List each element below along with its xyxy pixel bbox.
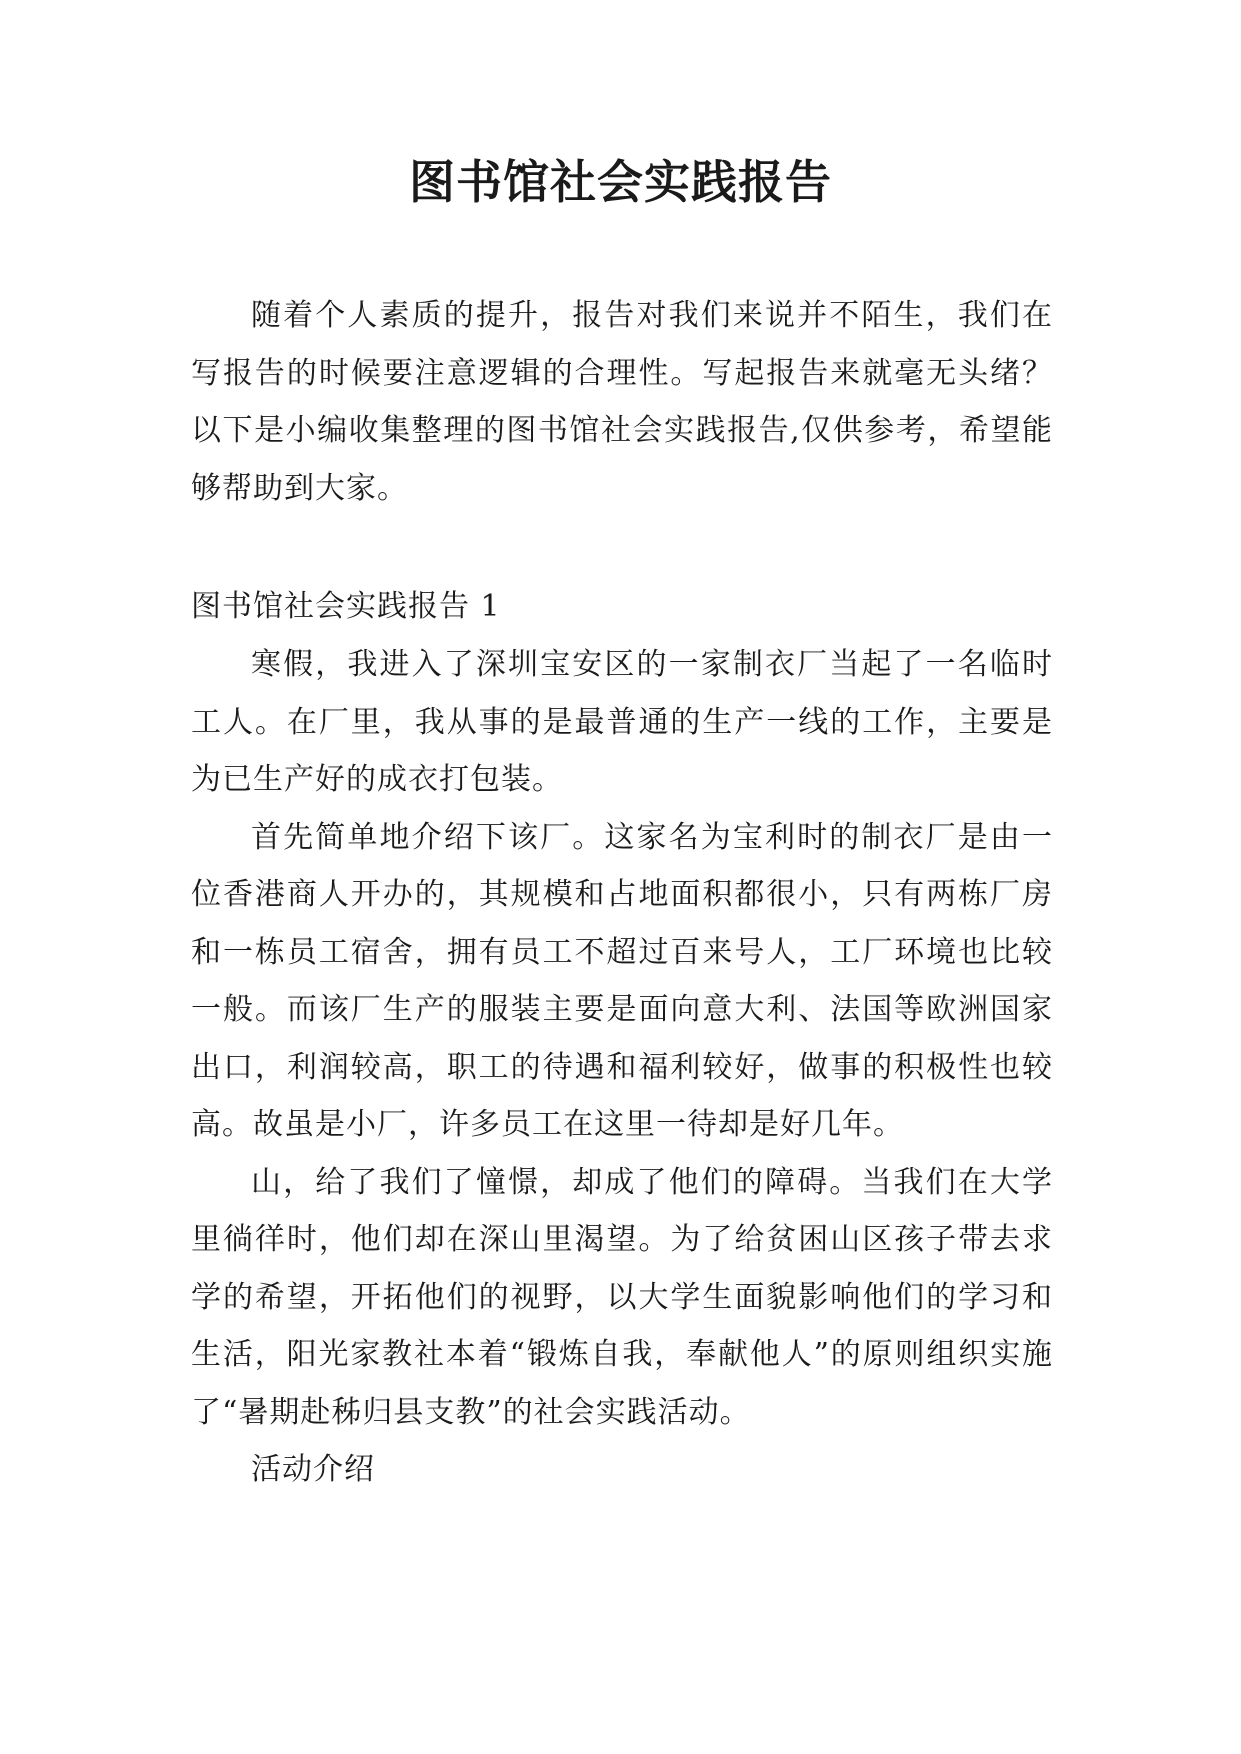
body-paragraph-4: 活动介绍 xyxy=(251,1452,375,1487)
body-paragraph-3: 山，给了我们了憧憬，却成了他们的障碍。当我们在大学里徜徉时，他们却在深山里渴望。为了给贫困山区孩子带去求学的希望，开拓他们的视野，以大学生面貌影响他们的学习和生活，阳光家教社本着“锻炼自我，奉献他人”的原则组织实施了“暑期赴秭归县支教”的社会实践活动。 xyxy=(191,1164,1053,1430)
intro-block xyxy=(191,287,1053,517)
intro-paragraph: 随着个人素质的提升，报告对我们来说并不陌生，我们在写报告的时候要注意逻辑的合理性。写起报告来就毫无头绪？以下是小编收集整理的图书馆社会实践报告,仅供参考，希望能够帮助到大家。 xyxy=(191,298,1053,506)
body-paragraph-2: 首先简单地介绍下该厂。这家名为宝利时的制衣厂是由一位香港商人开办的，其规模和占地面积都很小，只有两栋厂房和一栋员工宿舍，拥有员工不超过百来号人，工厂环境也比较一般。而该厂生产的服装主要是面向意大利、法国等欧洲国家出口，利润较高，职工的待遇和福利较好，做事的积极性也较高。故虽是小厂，许多员工在这里一待却是好几年。 xyxy=(191,819,1053,1142)
body-paragraph-1: 寒假，我进入了深圳宝安区的一家制衣厂当起了一名临时工人。在厂里，我从事的是最普通的生产一线的工作，主要是为已生产好的成衣打包装。 xyxy=(191,647,1053,797)
document-title: 图书馆社会实践报告 xyxy=(409,155,832,209)
main-body xyxy=(191,636,1053,1499)
section-heading: 图书馆社会实践报告 1 xyxy=(191,589,501,624)
